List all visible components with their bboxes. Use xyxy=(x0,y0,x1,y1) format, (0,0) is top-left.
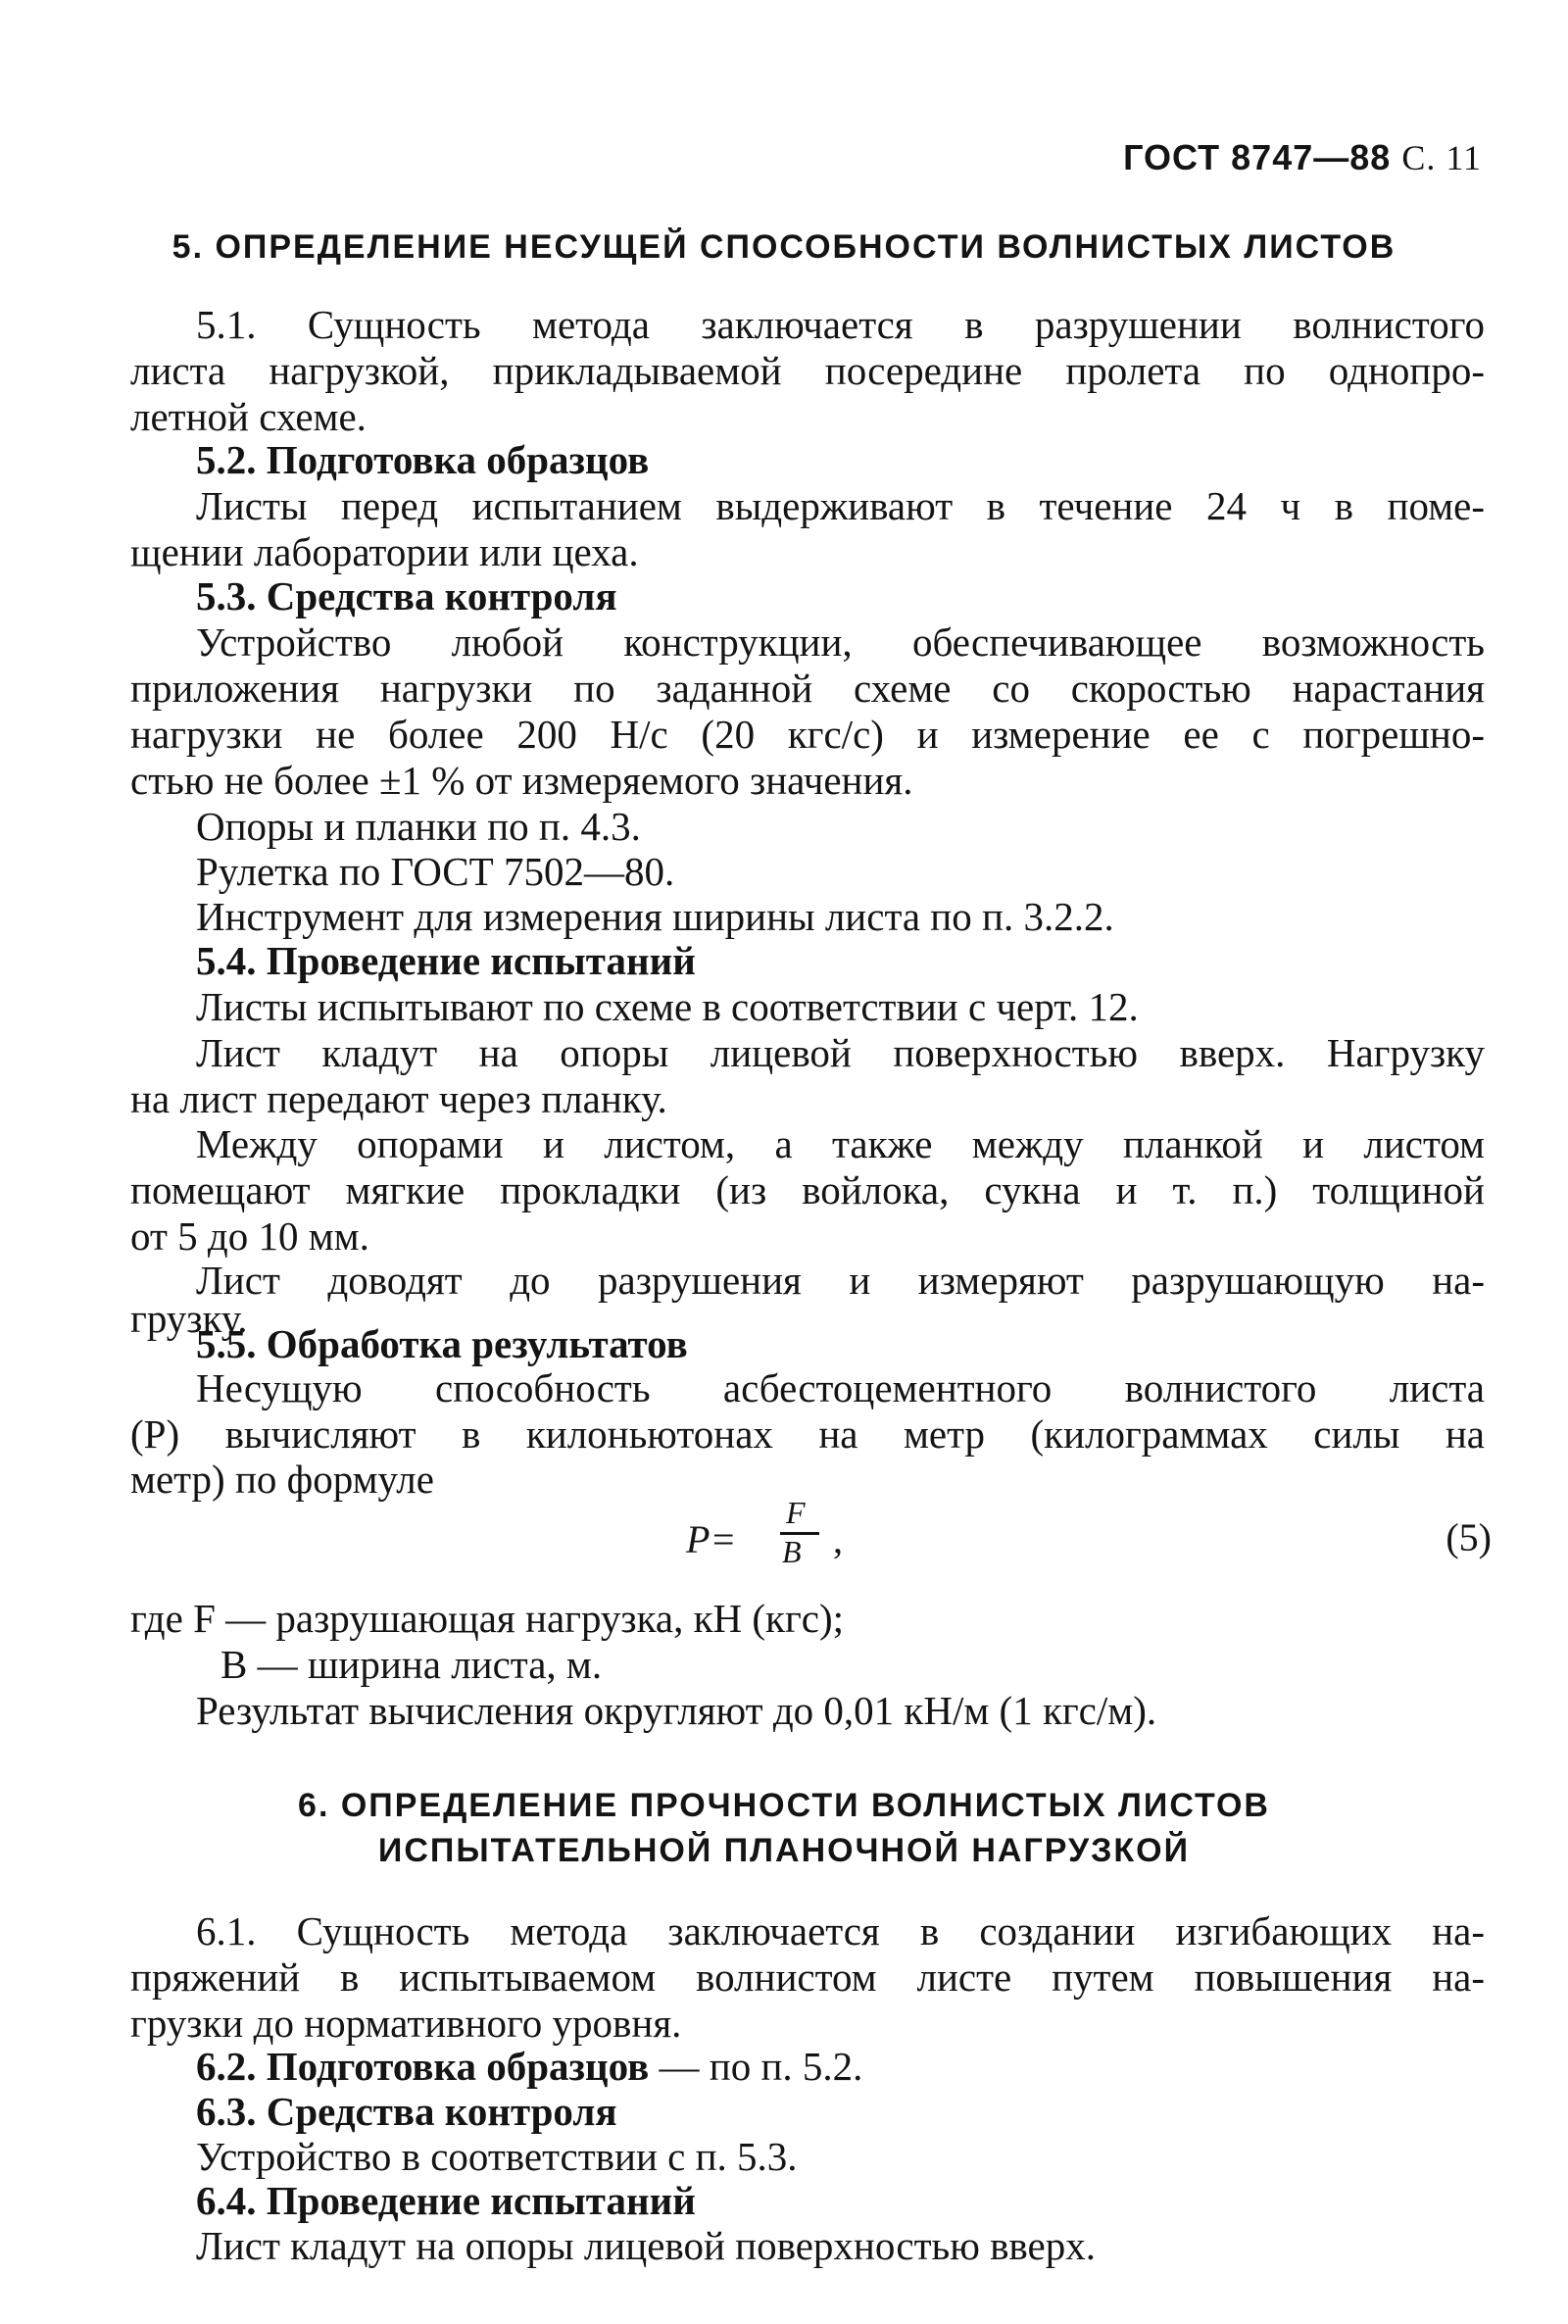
subsection-5-2-title: 5.2. Подготовка образцов xyxy=(196,437,650,482)
formula-denominator: B xyxy=(782,1534,802,1569)
paragraph-line: Устройство в соответствии с п. 5.3. xyxy=(196,2134,798,2179)
paragraph-line: Рулетка по ГОСТ 7502—80. xyxy=(196,849,675,894)
page-number: С. 11 xyxy=(1401,138,1482,177)
subsection-5-4-title: 5.4. Проведение испытаний xyxy=(196,938,696,983)
paragraph-line: Несущую способность асбестоцементного волнистого листа xyxy=(196,1365,1485,1410)
paragraph-line: 5.1. Сущность метода заключается в разрушении волнистого xyxy=(196,302,1485,347)
legend-line-F: где F — разрушающая нагрузка, кН (кгс); xyxy=(130,1596,845,1641)
paragraph-line: Лист кладут на опоры лицевой поверхностью вверх. xyxy=(196,2223,1096,2268)
section-5-heading: 5. ОПРЕДЕЛЕНИЕ НЕСУЩЕЙ СПОСОБНОСТИ ВОЛНИСТЫХ ЛИСТОВ xyxy=(172,228,1396,266)
paragraph-line: летной схеме. xyxy=(130,394,367,439)
paragraph-line: Лист кладут на опоры лицевой поверхностью вверх. Нагрузку xyxy=(196,1030,1485,1075)
paragraph-line: нагрузки не более 200 Н/с (20 кгс/с) и измерение ее с погрешно- xyxy=(130,712,1485,757)
paragraph-line: грузки до нормативного уровня. xyxy=(130,2001,682,2046)
subsection-6-2-title: 6.2. Подготовка образцов xyxy=(196,2044,650,2089)
subsection-5-5-title: 5.5. Обработка результатов xyxy=(196,1321,688,1366)
formula-comma: , xyxy=(833,1517,843,1561)
paragraph-line: приложения нагрузки по заданной схеме со скоростью нарастания xyxy=(130,666,1485,711)
paragraph-line: Листы испытывают по схеме в соответствии с черт. 12. xyxy=(196,984,1139,1029)
formula-numerator: F xyxy=(786,1495,806,1530)
paragraph-line: Устройство любой конструкции, обеспечивающее возможность xyxy=(196,619,1485,665)
equation-number: (5) xyxy=(1446,1515,1492,1559)
formula-lhs: P= xyxy=(686,1517,737,1561)
paragraph-line: грузку. xyxy=(130,1296,248,1341)
subsection-6-3-title: 6.3. Средства контроля xyxy=(196,2089,617,2134)
subsection-6-2-rest: — по п. 5.2. xyxy=(649,2044,863,2089)
formula-5 xyxy=(686,1495,921,1573)
subsection-5-3-title: 5.3. Средства контроля xyxy=(196,573,617,618)
paragraph-line: листа нагрузкой, прикладываемой посередине пролета по однопро- xyxy=(130,348,1485,393)
paragraph-line: щении лаборатории или цеха. xyxy=(130,529,639,574)
paragraph-line: метр) по формуле xyxy=(130,1457,434,1502)
subsection-6-4-title: 6.4. Проведение испытаний xyxy=(196,2178,696,2223)
section-6-heading-line-1: 6. ОПРЕДЕЛЕНИЕ ПРОЧНОСТИ ВОЛНИСТЫХ ЛИСТОВ xyxy=(298,1787,1270,1824)
paragraph-line: Лист доводят до разрушения и измеряют разрушающую на- xyxy=(196,1258,1485,1303)
section-6-heading-line-2: ИСПЫТАТЕЛЬНОЙ ПЛАНОЧНОЙ НАГРУЗКОЙ xyxy=(377,1832,1191,1869)
paragraph-line: пряжений в испытываемом волнистом листе путем повышения на- xyxy=(130,1954,1485,2000)
subsection-6-2 xyxy=(196,2044,1485,2089)
paragraph-line: Опоры и планки по п. 4.3. xyxy=(196,804,641,849)
paragraph-line: Между опорами и листом, а также между планкой и листом xyxy=(196,1121,1485,1166)
paragraph-line: стью не более ±1 % от измеряемого значения. xyxy=(130,758,913,803)
paragraph-line: Результат вычисления округляют до 0,01 кН/м (1 кгс/м). xyxy=(196,1688,1157,1733)
paragraph-line: Листы перед испытанием выдерживают в течение 24 ч в поме- xyxy=(196,483,1485,528)
paragraph-line: от 5 до 10 мм. xyxy=(130,1213,369,1259)
paragraph-line: помещают мягкие прокладки (из войлока, сукна и т. п.) толщиной xyxy=(130,1167,1485,1212)
paragraph-line: (P) вычисляют в килоньютонах на метр (килограммах силы на xyxy=(130,1411,1485,1457)
paragraph-line: Инструмент для измерения ширины листа по п. 3.2.2. xyxy=(196,894,1114,939)
page-header xyxy=(1123,137,1482,178)
paragraph-line: на лист передают через планку. xyxy=(130,1076,667,1121)
legend-line-B: B — ширина листа, м. xyxy=(220,1642,603,1687)
standard-number: ГОСТ 8747—88 xyxy=(1123,137,1392,177)
paragraph-line: 6.1. Сущность метода заключается в создании изгибающих на- xyxy=(196,1908,1485,1953)
